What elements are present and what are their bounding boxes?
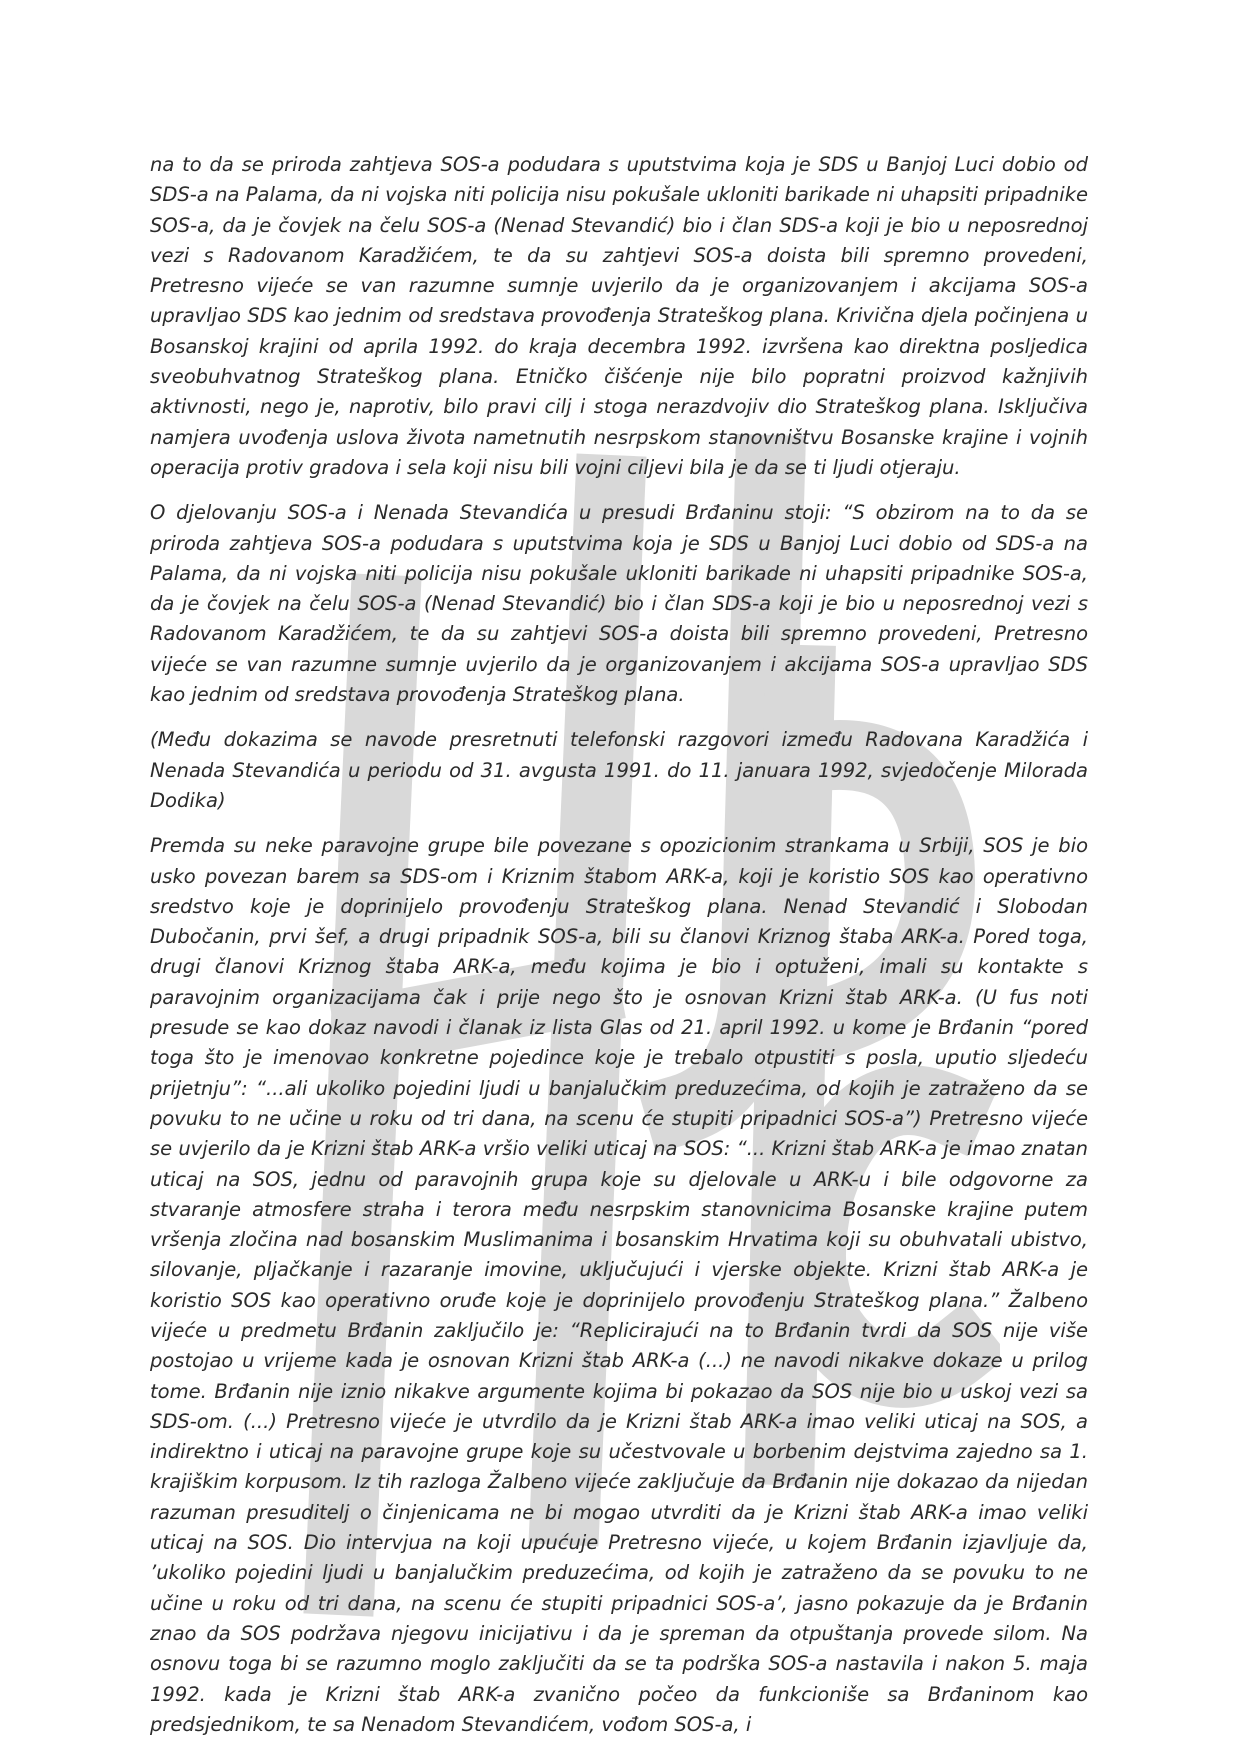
paragraph-2: O djelovanju SOS-a i Nenada Stevandića u presudi Brđaninu stoji: “S obzirom na to da se priroda zahtjeva SOS-a podudara s uputstvima koja je SDS u Banjoj Luci dobio od SDS-a na Palama, da ni vojska niti policija nisu pokušale ukloniti barikade ni uhapsiti pripadnike SOS-a, da je čovjek na čelu SOS-a (Nenad Stevandić) bio i član SDS-a koji je bio u neposrednoj vezi s Radovanom Karadžićem, te da su zahtjevi SOS-a doista bili spremno provedeni, Pretresno vijeće se van razumne sumnje uvjerilo da je organizovanjem i akcijama SOS-a upravljao SDS kao jednim od sredstava provođenja Strateškog plana.	[150, 501, 1088, 707]
paragraph-1: na to da se priroda zahtjeva SOS-a podudara s uputstvima koja je SDS u Banjoj Luci dobio od SDS-a na Palama, da ni vojska niti policija nisu pokušale ukloniti barikade ni uhapsiti pripadnike SOS-a, da je čovjek na čelu SOS-a (Nenad Stevandić) bio i član SDS-a koji je bio u neposrednoj vezi s Radovanom Karadžićem, te da su zahtjevi SOS-a doista bili spremno provedeni, Pretresno vijeće se van razumne sumnje uvjerilo da je organizovanjem i akcijama SOS-a upravljao SDS kao jednim od sredstava provođenja Strateškog plana. Krivična djela počinjena u Bosanskoj krajini od aprila 1992. do kraja decembra 1992. izvršena kao direktna posljedica sveobuhvatnog Strateškog plana. Etničko čišćenje nije bilo popratni proizvod kažnjivih aktivnosti, nego je, naprotiv, bilo pravi cilj i stoga nerazdvojiv dio Strateškog plana. Isključiva namjera uvođenja uslova života nametnutih nesrpskom stanovništvu Bosanske krajine i vojnih operacija protiv gradova i sela koji nisu bili vojni ciljevi bila je da se ti ljudi otjeraju.	[150, 153, 1088, 479]
paragraph-4: Premda su neke paravojne grupe bile povezane s opozicionim strankama u Srbiji, SOS je bio usko povezan barem sa SDS-om i Kriznim štabom ARK-a, koji je koristio SOS kao operativno sredstvo koje je doprinijelo provođenju Strateškog plana. Nenad Stevandić i Slobodan Dubočanin, prvi šef, a drugi pripadnik SOS-a, bili su članovi Kriznog štaba ARK-a. Pored toga, drugi članovi Kriznog štaba ARK-a, među kojima je bio i optuženi, imali su kontakte s paravojnim organizacijama čak i prije nego što je osnovan Krizni štab ARK-a. (U fus noti presude se kao dokaz navodi i članak iz lista Glas od 21. april 1992. u kome je Brđanin “pored toga što je imenovao konkretne pojedince koje je trebalo otpustiti s posla, uputio sljedeću prijetnju”: “...ali ukoliko pojedini ljudi u banjalučkim preduzećima, od kojih je zatraženo da se povuku to ne učine u roku od tri dana, na scenu će stupiti pripadnici SOS-a”) Pretresno vijeće se uvjerilo da je Krizni štab ARK-a vršio veliki uticaj na SOS: “... Krizni štab ARK-a je imao znatan uticaj na SOS, jednu od paravojnih grupa koje su djelovale u ARK-u i bile odgovorne za stvaranje atmosfere straha i terora među nesrpskim stanovnicima Bosanske krajine putem vršenja zločina nad bosanskim Muslimanima i bosanskim Hrvatima koji su obuhvatali ubistvo, silovanje, pljačkanje i razaranje imovine, uključujući i vjerske objekte. Krizni štab ARK-a je koristio SOS kao operativno oruđe koje je doprinijelo provođenju Strateškog plana.” Žalbeno vijeće u predmetu Brđanin zaključilo je: “Replicirajući na to Brđanin tvrdi da SOS nije više postojao u vrijeme kada je osnovan Krizni štab ARK-a (...) ne navodi nikakve dokaze u prilog tome. Brđanin nije iznio nikakve argumente kojima bi pokazao da SOS nije bio u uskoj vezi sa SDS-om. (...) Pretresno vijeće je utvrdilo da je Krizni štab ARK-a imao veliki uticaj na SOS, a indirektno i uticaj na paravojne grupe koje su učestvovale u borbenim dejstvima zajedno sa 1. krajiškim korpusom. Iz tih razloga Žalbeno vijeće zaključuje da Brđanin nije dokazao da nijedan razuman presuditelj o činjenicama ne bi mogao utvrditi da je Krizni štab ARK-a imao veliki uticaj na SOS. Dio intervjua na koji upućuje Pretresno vijeće, u kojem Brđanin izjavljuje da, ’ukoliko pojedini ljudi u banjalučkim preduzećima, od kojih je zatraženo da se povuku to ne učine u roku od tri dana, na scenu će stupiti pripadnici SOS-a’, jasno pokazuje da je Brđanin znao da SOS podržava njegovu inicijativu i da je spreman da otpuštanja provede silom. Na osnovu toga bi se razumno moglo zaključiti da se ta podrška SOS-a nastavila i nakon 5. maja 1992. kada je Krizni štab ARK-a zvanično počeo da funkcioniše sa Brđaninom kao predsjednikom, te sa Nenadom Stevandićem, vođom SOS-a, i	[150, 834, 1088, 1736]
document-body	[150, 150, 1088, 1755]
paragraph-3: (Među dokazima se navode presretnuti telefonski razgovori između Radovana Karadžića i Nenada Stevandića u periodu od 31. avgusta 1991. do 11. januara 1992, svjedočenje Milorada Dodika)	[150, 728, 1088, 812]
